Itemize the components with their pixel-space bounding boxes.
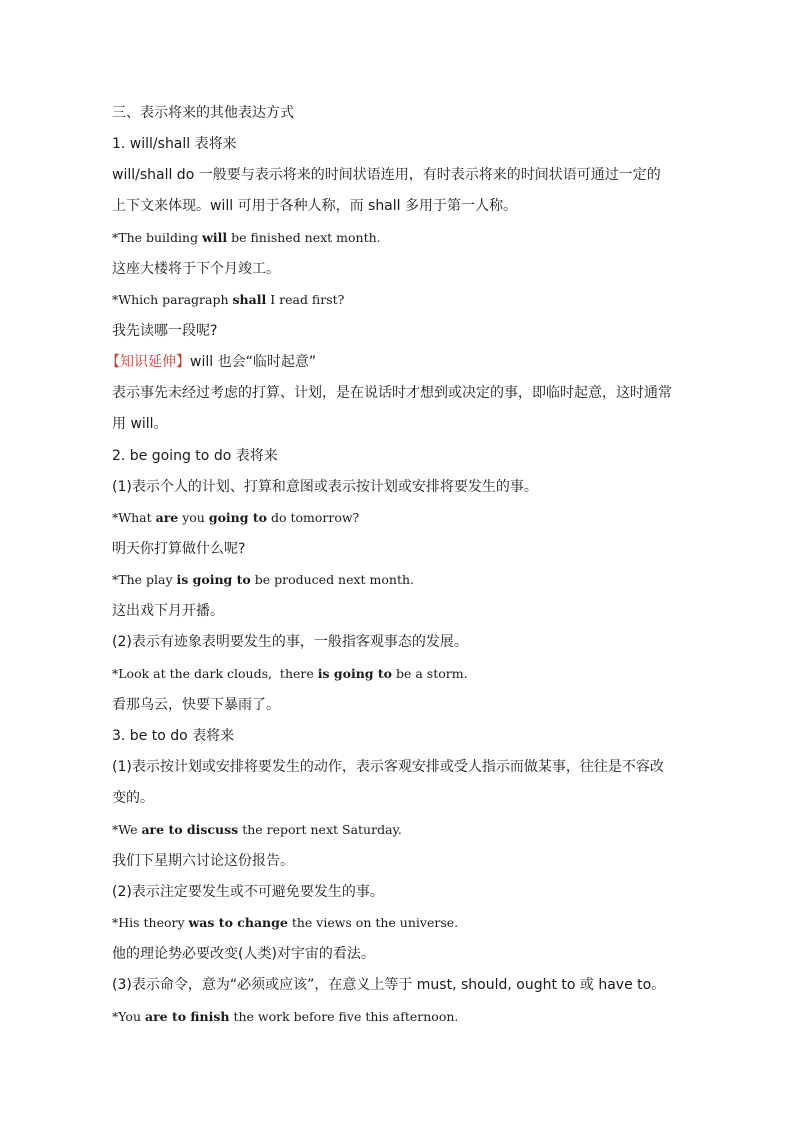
example-translation: 我先读哪一段呢? (112, 323, 218, 339)
example-translation: 明天你打算做什么呢? (112, 541, 246, 557)
example-sentence: *Look at the dark clouds, there is going to be a storm. (112, 666, 468, 681)
example-sentence: *The building will be finished next month. (112, 230, 381, 245)
subsection-title-be-going-to: 2. be going to do 表将来 (112, 448, 278, 464)
example-sentence: *His theory was to change the views on the universe. (112, 915, 459, 930)
example-sentence: *You are to finish the work before five this afternoon. (112, 1009, 459, 1024)
example-translation: 看那乌云，快要下暴雨了。 (112, 697, 280, 713)
subsection-title-will-shall: 1. will/shall 表将来 (112, 136, 237, 152)
section-heading: 三、表示将来的其他表达方式 (112, 105, 294, 121)
paragraph-line: 用 will。 (112, 416, 168, 432)
usage-point: (2)表示有迹象表明要发生的事，一般指客观事态的发展。 (112, 634, 468, 650)
usage-point: (2)表示注定要发生或不可避免要发生的事。 (112, 884, 384, 900)
subsection-title-be-to: 3. be to do 表将来 (112, 728, 235, 744)
example-translation: 他的理论势必要改变(人类)对宇宙的看法。 (112, 946, 375, 962)
knowledge-extension: 【知识延伸】will 也会“临时起意” (106, 354, 317, 370)
example-sentence: *What are you going to do tomorrow? (112, 510, 360, 525)
example-sentence: *The play is going to be produced next month. (112, 572, 415, 587)
example-sentence: *Which paragraph shall I read first? (112, 292, 345, 307)
example-translation: 这座大楼将于下个月竣工。 (112, 261, 280, 277)
usage-point: 变的。 (112, 790, 154, 806)
paragraph-line: will/shall do 一般要与表示将来的时间状语连用，有时表示将来的时间状语可通过一定的 (112, 167, 661, 183)
usage-point: (1)表示按计划或安排将要发生的动作，表示客观安排或受人指示而做某事，往往是不容改 (112, 759, 664, 775)
paragraph-line: 表示事先未经过考虑的打算、计划，是在说话时才想到或决定的事，即临时起意，这时通常 (112, 385, 672, 401)
usage-point: (3)表示命令，意为“必须或应该”，在意义上等于 must, should, ought to 或 have to。 (112, 977, 666, 993)
paragraph-line: 上下文来体现。will 可用于各种人称，而 shall 多用于第一人称。 (112, 198, 517, 214)
knowledge-extension-tag: 【知识延伸】 (106, 354, 190, 370)
example-translation: 我们下星期六讨论这份报告。 (112, 853, 294, 869)
example-translation: 这出戏下月开播。 (112, 603, 224, 619)
example-sentence: *We are to discuss the report next Saturday. (112, 822, 402, 837)
usage-point: (1)表示个人的计划、打算和意图或表示按计划或安排将要发生的事。 (112, 479, 538, 495)
